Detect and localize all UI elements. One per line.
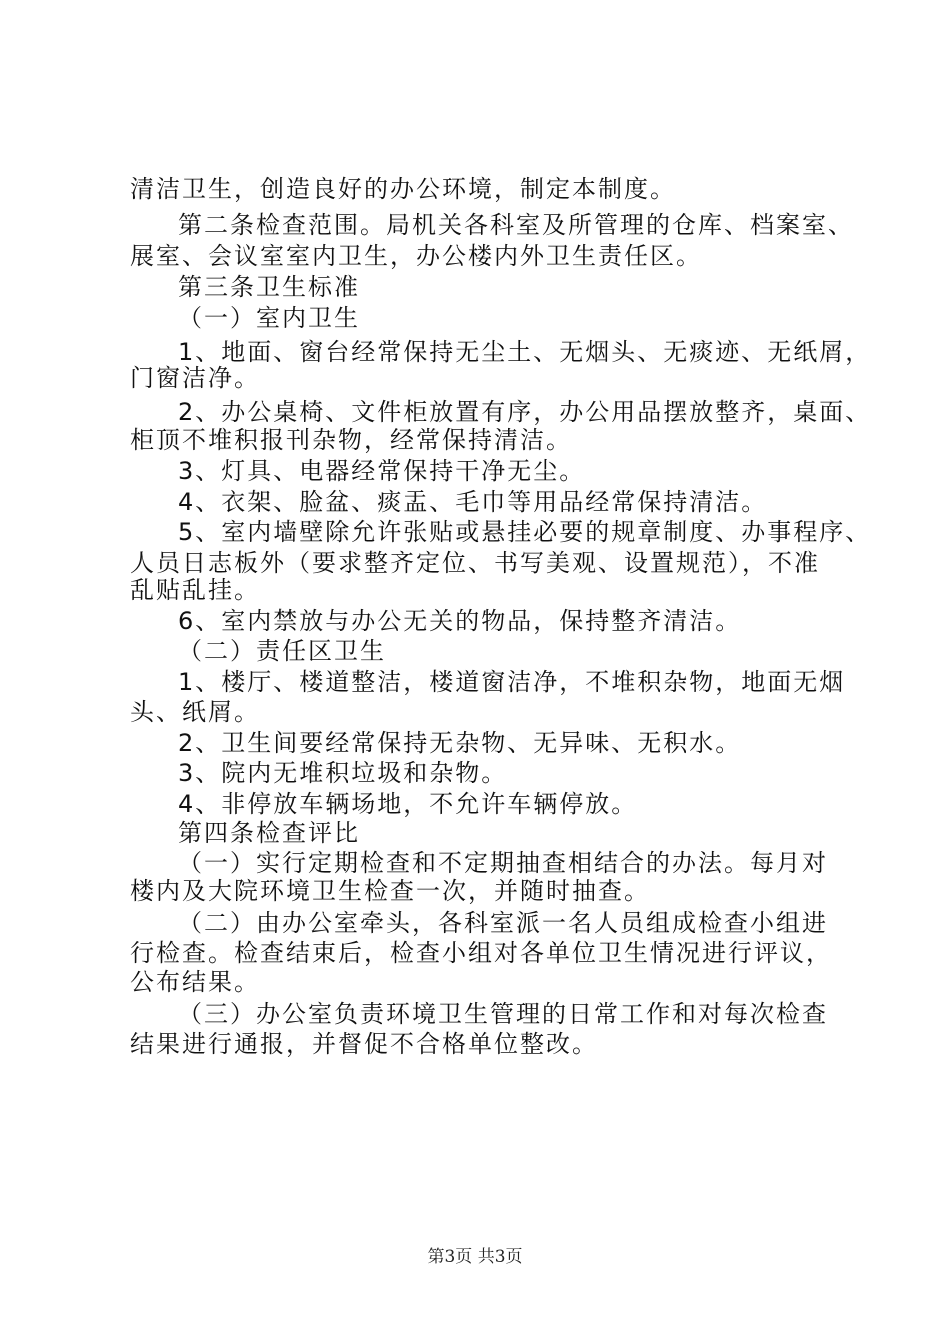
text-line: 3、院内无堆积垃圾和杂物。 <box>178 759 508 787</box>
text-line: 门窗洁净。 <box>130 364 260 392</box>
text-line: （三）办公室负责环境卫生管理的日常工作和对每次检查 <box>178 1000 828 1028</box>
text-line: 展室、会议室室内卫生，办公楼内外卫生责任区。 <box>130 242 702 270</box>
text-line: 乱贴乱挂。 <box>130 576 260 604</box>
text-line: 清洁卫生，创造良好的办公环境，制定本制度。 <box>130 175 676 203</box>
subsection-heading: （二）责任区卫生 <box>178 637 386 665</box>
text-line: 2、卫生间要经常保持无杂物、无异味、无积水。 <box>178 729 742 757</box>
text-line: 结果进行通报，并督促不合格单位整改。 <box>130 1030 598 1058</box>
text-line: （一）实行定期检查和不定期抽查相结合的办法。每月对 <box>178 849 828 877</box>
text-line: 1、地面、窗台经常保持无尘土、无烟头、无痰迹、无纸屑， <box>178 338 872 366</box>
text-line: 6、室内禁放与办公无关的物品，保持整齐清洁。 <box>178 607 742 635</box>
section-heading: 第三条卫生标准 <box>178 273 360 301</box>
text-line: 3、灯具、电器经常保持干净无尘。 <box>178 457 586 485</box>
text-line: 人员日志板外（要求整齐定位、书写美观、设置规范），不准 <box>130 549 820 577</box>
text-line: 柜顶不堆积报刊杂物，经常保持清洁。 <box>130 426 572 454</box>
text-line: 行检查。检查结束后，检查小组对各单位卫生情况进行评议， <box>130 939 832 967</box>
text-line: 公布结果。 <box>130 968 260 996</box>
text-line: 4、衣架、脸盆、痰盂、毛巾等用品经常保持清洁。 <box>178 488 768 516</box>
subsection-heading: （一）室内卫生 <box>178 304 360 332</box>
text-line: （二）由办公室牵头，各科室派一名人员组成检查小组进 <box>178 909 828 937</box>
text-line: 5、室内墙壁除允许张贴或悬挂必要的规章制度、办事程序、 <box>178 518 872 546</box>
text-line: 4、非停放车辆场地，不允许车辆停放。 <box>178 790 638 818</box>
text-line: 头、纸屑。 <box>130 698 260 726</box>
text-line: 1、楼厅、楼道整洁，楼道窗洁净，不堆积杂物，地面无烟 <box>178 668 846 696</box>
section-heading: 第四条检查评比 <box>178 819 360 847</box>
text-line: 楼内及大院环境卫生检查一次，并随时抽查。 <box>130 877 650 905</box>
page-footer: 第3页 共3页 <box>427 1247 523 1267</box>
text-line: 第二条检查范围。局机关各科室及所管理的仓库、档案室、 <box>178 211 854 239</box>
text-line: 2、办公桌椅、文件柜放置有序，办公用品摆放整齐，桌面、 <box>178 398 872 426</box>
